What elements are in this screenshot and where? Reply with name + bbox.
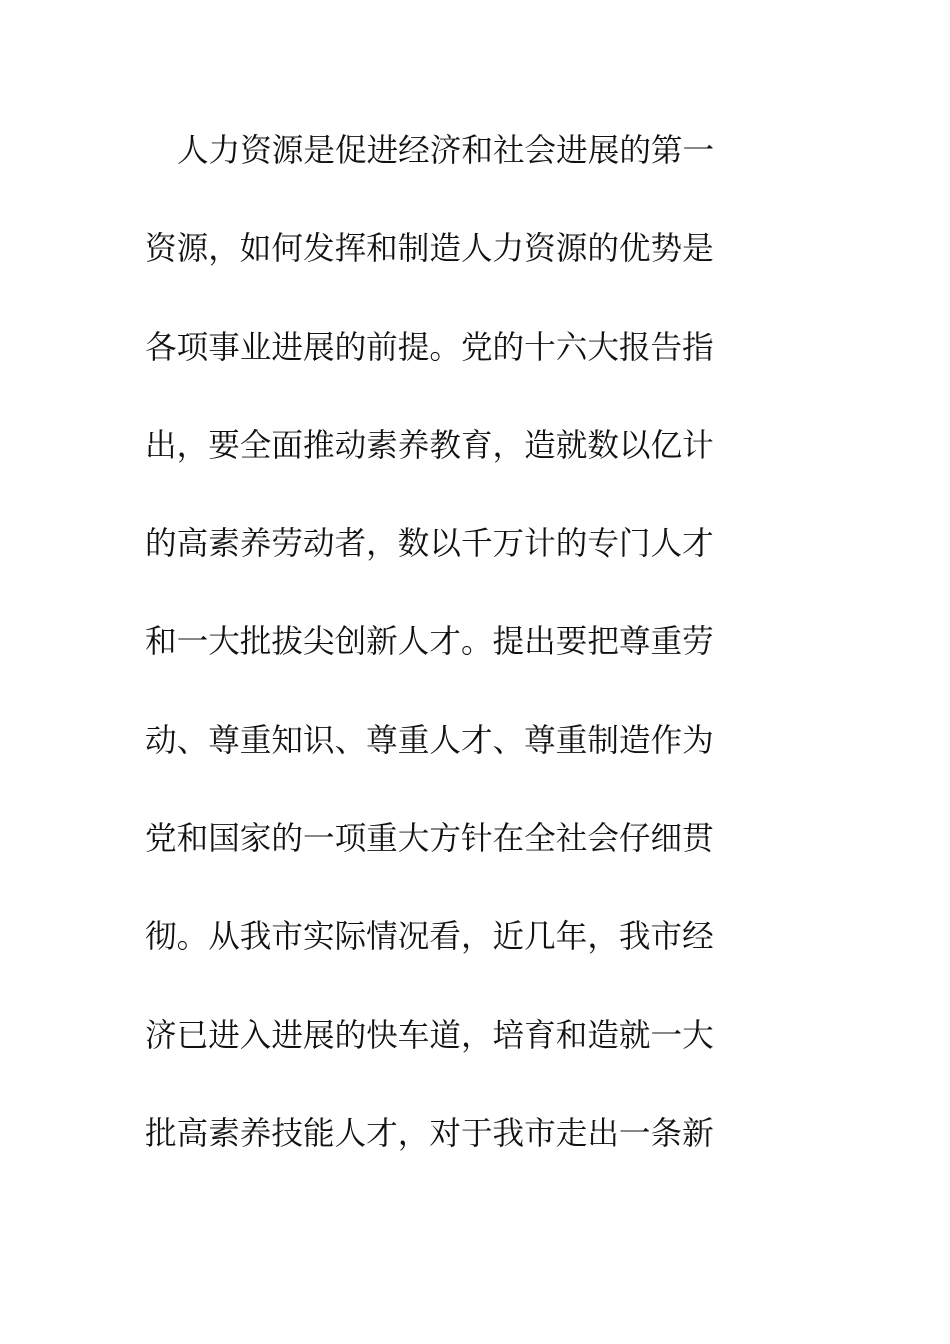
text-line: 人力资源是促进经济和社会进展的第一 [177, 133, 715, 169]
text-line: 党和国家的一项重大方针在全社会仔细贯 [145, 821, 714, 858]
text-line: 动、尊重知识、尊重人才、尊重制造作为 [145, 722, 714, 759]
text-line: 济已进入进展的快车道，培育和造就一大 [145, 1017, 714, 1054]
text-line: 和一大批拔尖创新人才。提出要把尊重劳 [145, 624, 714, 661]
text-line: 批高素养技能人才，对于我市走出一条新 [145, 1115, 714, 1152]
text-line: 彻。从我市实际情况看，近几年，我市经 [145, 919, 714, 956]
text-line: 出，要全面推动素养教育，造就数以亿计 [145, 427, 714, 464]
text-line: 资源，如何发挥和制造人力资源的优势是 [145, 231, 714, 268]
text-line: 的高素养劳动者，数以千万计的专门人才 [145, 526, 714, 563]
body-paragraph [145, 127, 785, 1208]
text-line: 各项事业进展的前提。党的十六大报告指 [145, 329, 714, 366]
